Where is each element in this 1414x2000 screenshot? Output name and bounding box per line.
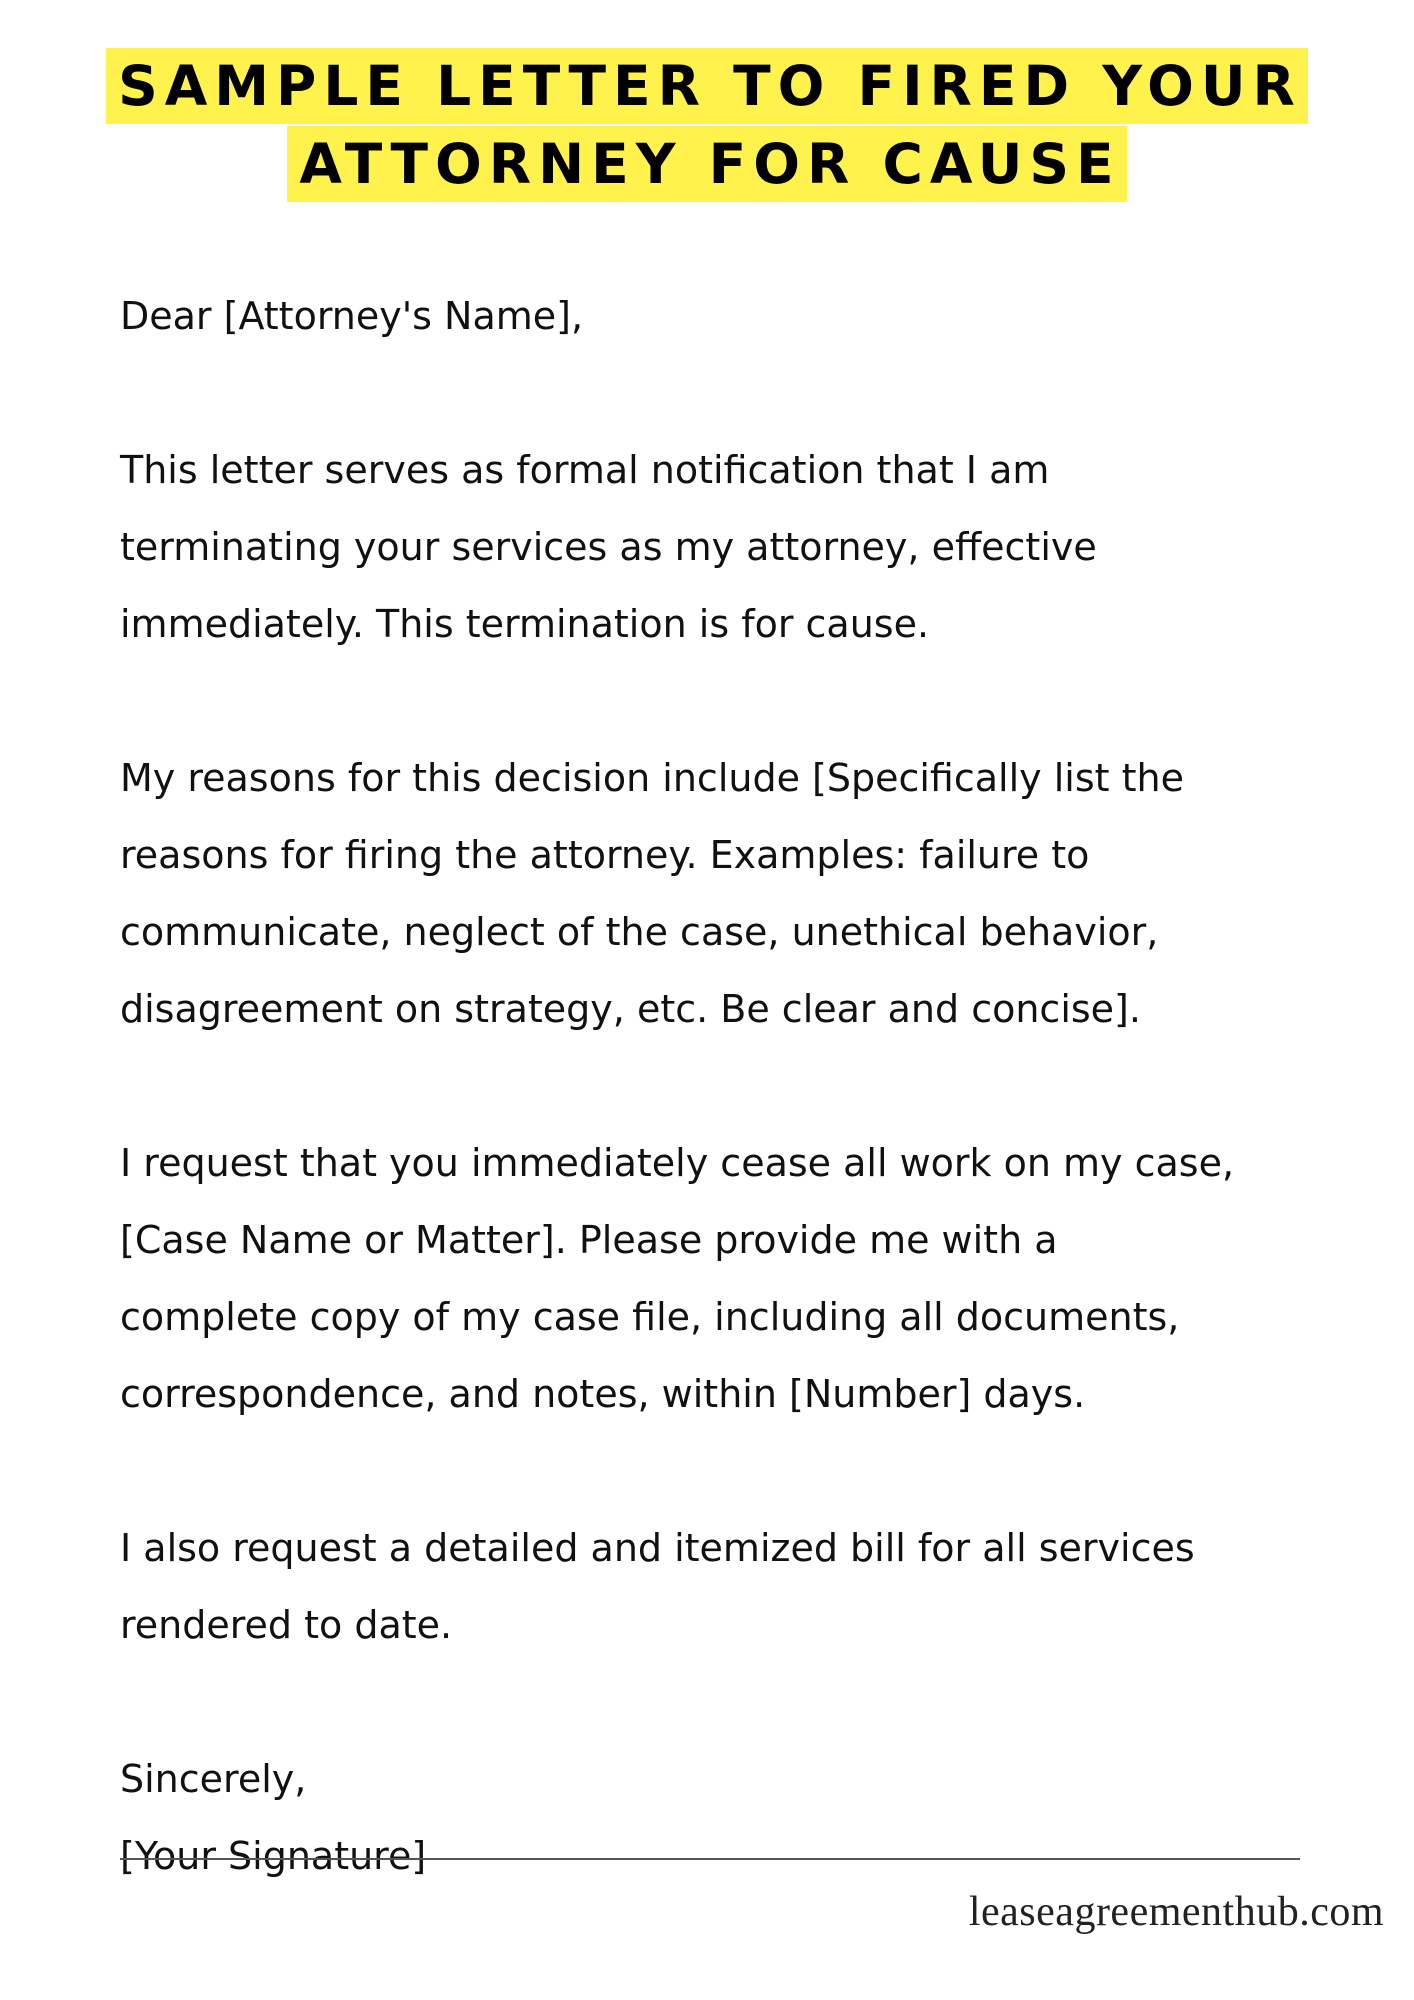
- salutation: Dear [Attorney's Name],: [120, 294, 584, 338]
- paragraph-4-line-2: rendered to date.: [120, 1603, 453, 1647]
- title-line-2: ATTORNEY FOR CAUSE: [287, 126, 1126, 202]
- closing: Sincerely,: [120, 1757, 307, 1801]
- paragraph-2-line-1: My reasons for this decision include [Specifically list the: [120, 756, 1184, 800]
- paragraph-2-line-3: communicate, neglect of the case, unethical behavior,: [120, 910, 1159, 954]
- signature-line: [120, 1858, 1300, 1860]
- paragraph-1-line-1: This letter serves as formal notification that I am: [120, 448, 1050, 492]
- paragraph-1-line-3: immediately. This termination is for cause.: [120, 602, 930, 646]
- website-watermark: leaseagreementhub.com: [968, 1889, 1384, 1935]
- paragraph-gap: [120, 1664, 1360, 1741]
- paragraph-gap: [120, 663, 1360, 740]
- letter-body: [120, 278, 1360, 1895]
- paragraph-gap: [120, 1433, 1360, 1510]
- paragraph-2-line-2: reasons for firing the attorney. Examples: failure to: [120, 833, 1090, 877]
- paragraph-gap: [120, 355, 1360, 432]
- signature-placeholder: [Your Signature]: [120, 1834, 427, 1878]
- paragraph-3-line-1: I request that you immediately cease all work on my case,: [120, 1141, 1235, 1185]
- paragraph-gap: [120, 1048, 1360, 1125]
- paragraph-3-line-4: correspondence, and notes, within [Number] days.: [120, 1372, 1086, 1416]
- paragraph-3-line-2: [Case Name or Matter]. Please provide me with a: [120, 1218, 1058, 1262]
- title-line-1: SAMPLE LETTER TO FIRED YOUR: [106, 48, 1308, 124]
- paragraph-4-line-1: I also request a detailed and itemized bill for all services: [120, 1526, 1195, 1570]
- paragraph-3-line-3: complete copy of my case file, including all documents,: [120, 1295, 1180, 1339]
- page-title: [0, 48, 1414, 202]
- paragraph-1-line-2: terminating your services as my attorney, effective: [120, 525, 1097, 569]
- paragraph-2-line-4: disagreement on strategy, etc. Be clear and concise].: [120, 987, 1141, 1031]
